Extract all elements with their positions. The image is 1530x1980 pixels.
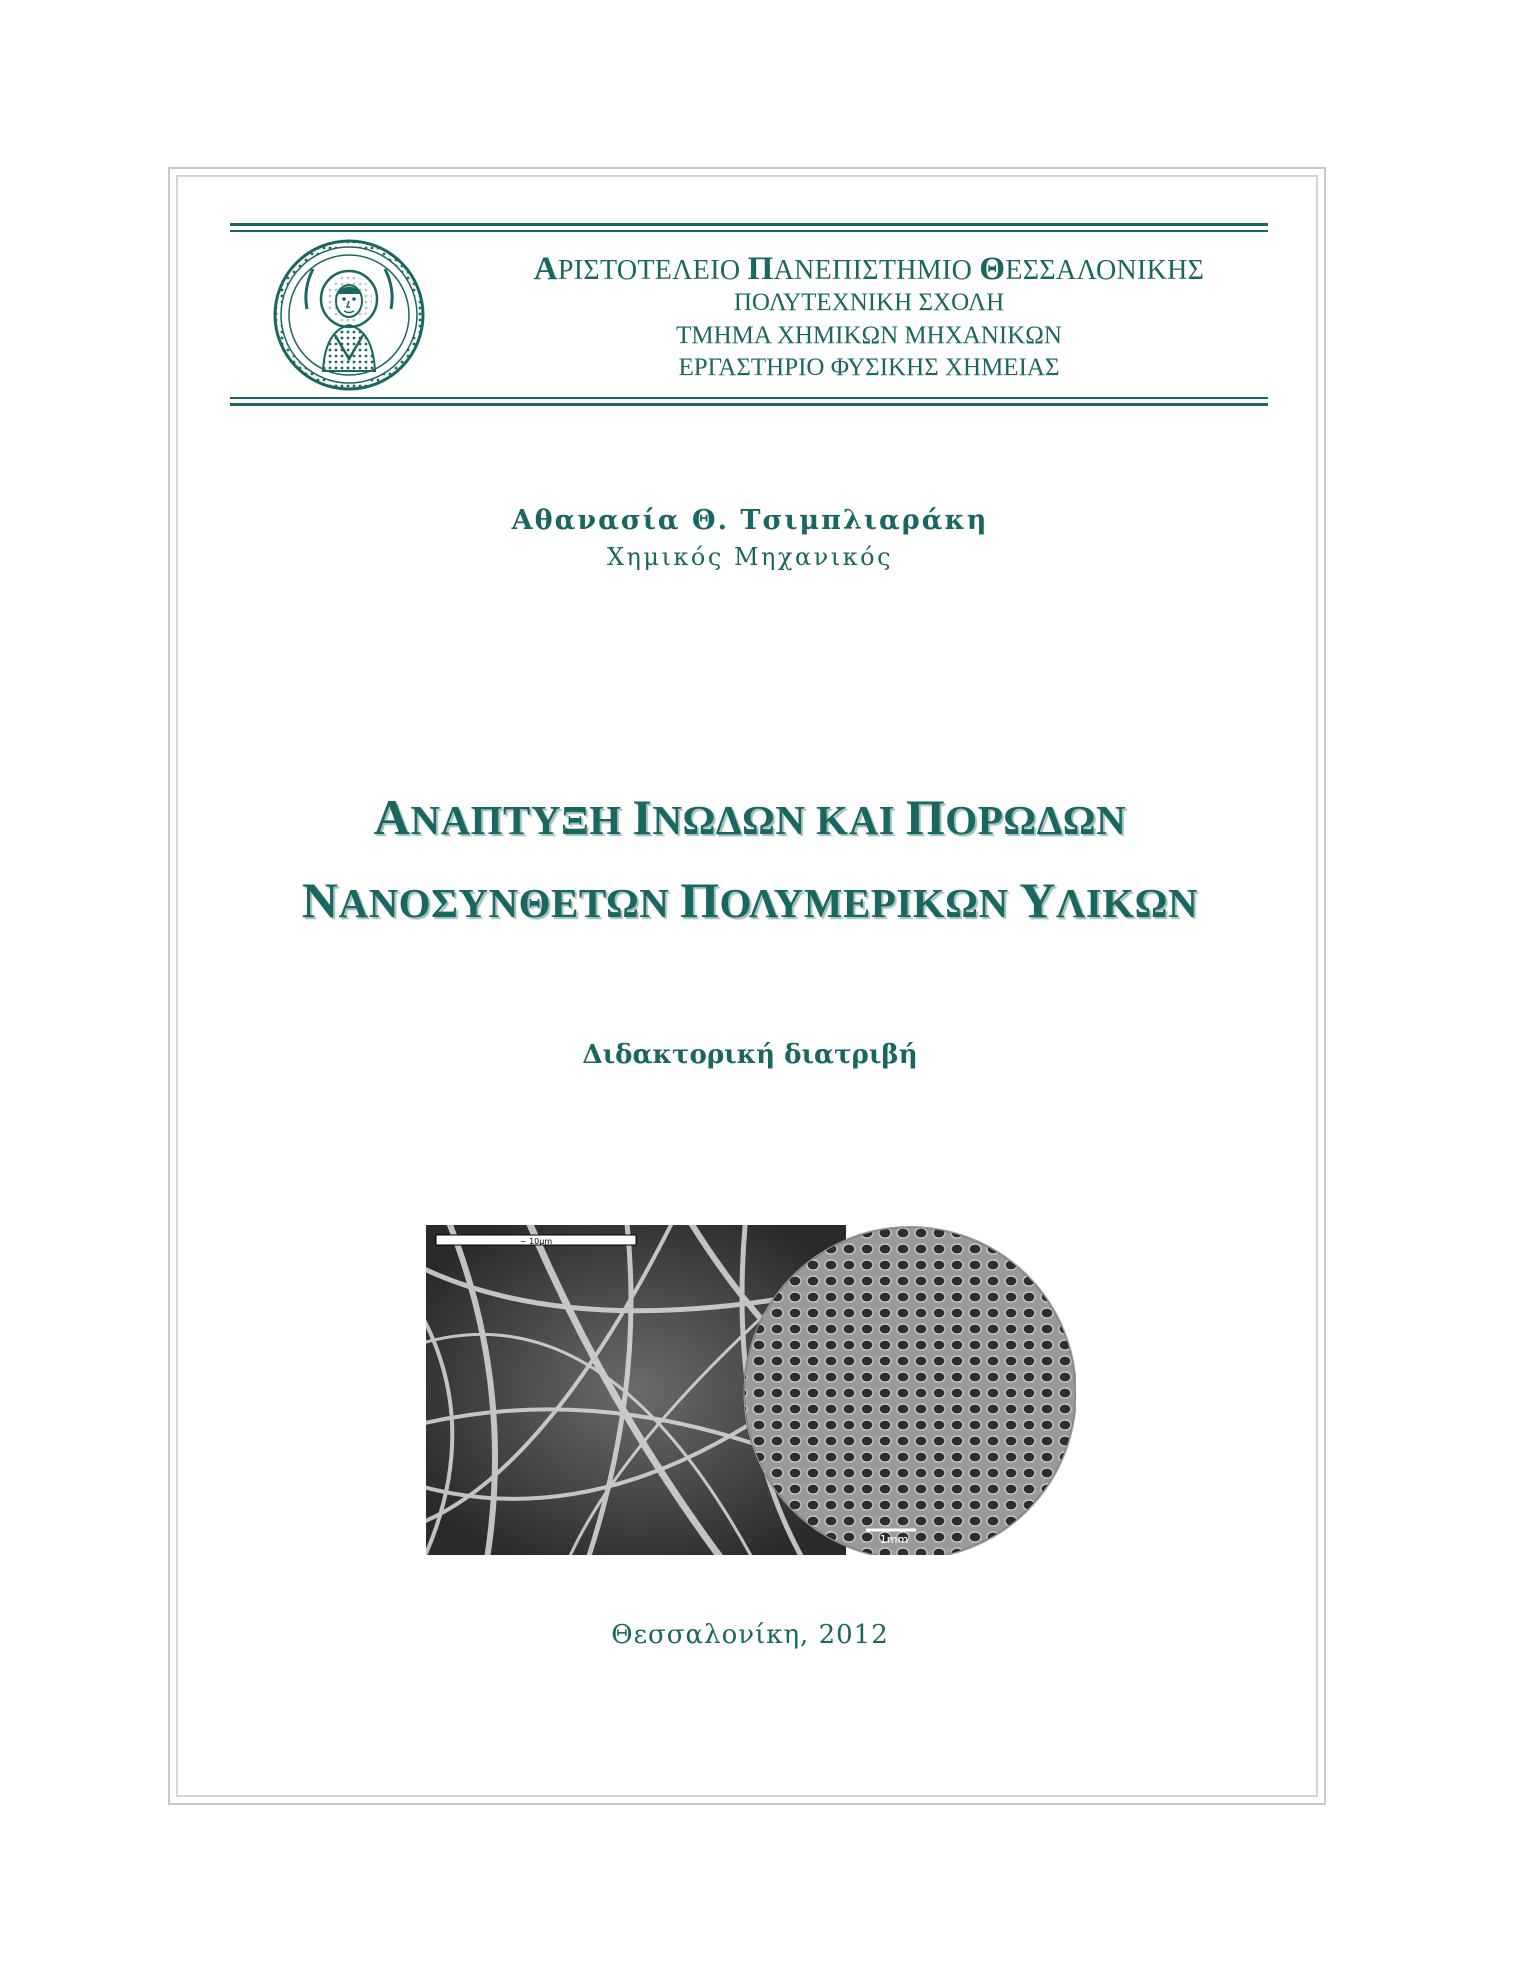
- header-rule-bottom-thin: [230, 397, 1268, 399]
- header-rule-top: [230, 223, 1268, 226]
- thesis-title-line-2: [0, 871, 1500, 929]
- university-seal-logo: [273, 239, 425, 391]
- title-initial: Ι: [632, 789, 653, 845]
- university-word-1: ΡΙΣΤΟΤΕΛΕΙΟ: [557, 255, 741, 286]
- title-word: ΟΡΩΔΩΝ: [945, 797, 1127, 843]
- document-type: Διδακτορική διατριβή: [582, 1040, 918, 1070]
- university-initial-1: Α: [533, 251, 558, 287]
- sem-micrograph-image: [426, 1225, 1076, 1555]
- place-and-year: Θεσσαλονίκη, 2012: [611, 1620, 889, 1650]
- title-initial: Π: [905, 789, 946, 845]
- university-word-3: ΕΣΣΑΛΟΝΙΚΗΣ: [1005, 255, 1205, 286]
- scale-bar-right-label: 1mm: [879, 1533, 909, 1546]
- title-word: ΝΑΠΤΥΞΗ: [410, 797, 633, 843]
- title-word: ΟΛΥΜΕΡΙΚΩΝ: [719, 880, 1020, 926]
- thesis-title-line-1: [0, 788, 1500, 846]
- title-initial: Α: [373, 789, 411, 845]
- header-rule-top-thin: [230, 230, 1268, 232]
- title-initial: Π: [680, 872, 720, 928]
- university-initial-2: Π: [747, 251, 774, 287]
- title-initial: Υ: [1019, 872, 1056, 928]
- university-word-2: ΑΝΕΠΙΣΤΗΜΙΟ: [773, 255, 973, 286]
- department-name: ΤΜΗΜΑ ΧΗΜΙΚΩΝ ΜΗΧΑΝΙΚΩΝ: [676, 322, 1062, 349]
- university-name: [470, 253, 1268, 287]
- title-initial: Ν: [301, 872, 339, 928]
- title-word: ΑΝΟΣΥΝΘΕΤΩΝ: [338, 880, 681, 926]
- title-word: ΛΙΚΩΝ: [1055, 880, 1199, 926]
- laboratory-name: ΕΡΓΑΣΤΗΡΙΟ ΦΥΣΙΚΗΣ ΧΗΜΕΙΑΣ: [678, 354, 1060, 381]
- school-name: ΠΟΛΥΤΕΧΝΙΚΗ ΣΧΟΛΗ: [733, 289, 1005, 316]
- author-role: Χημικός Μηχανικός: [606, 543, 894, 571]
- author-name: Αθανασία Θ. Τσιμπλιαράκη: [511, 505, 989, 536]
- header-rule-bottom: [230, 403, 1268, 406]
- university-initial-3: Θ: [979, 251, 1006, 287]
- title-word: ΝΩΔΩΝ ΚΑΙ: [652, 797, 906, 843]
- scale-bar-left-label: ~ 10μm: [519, 1237, 553, 1246]
